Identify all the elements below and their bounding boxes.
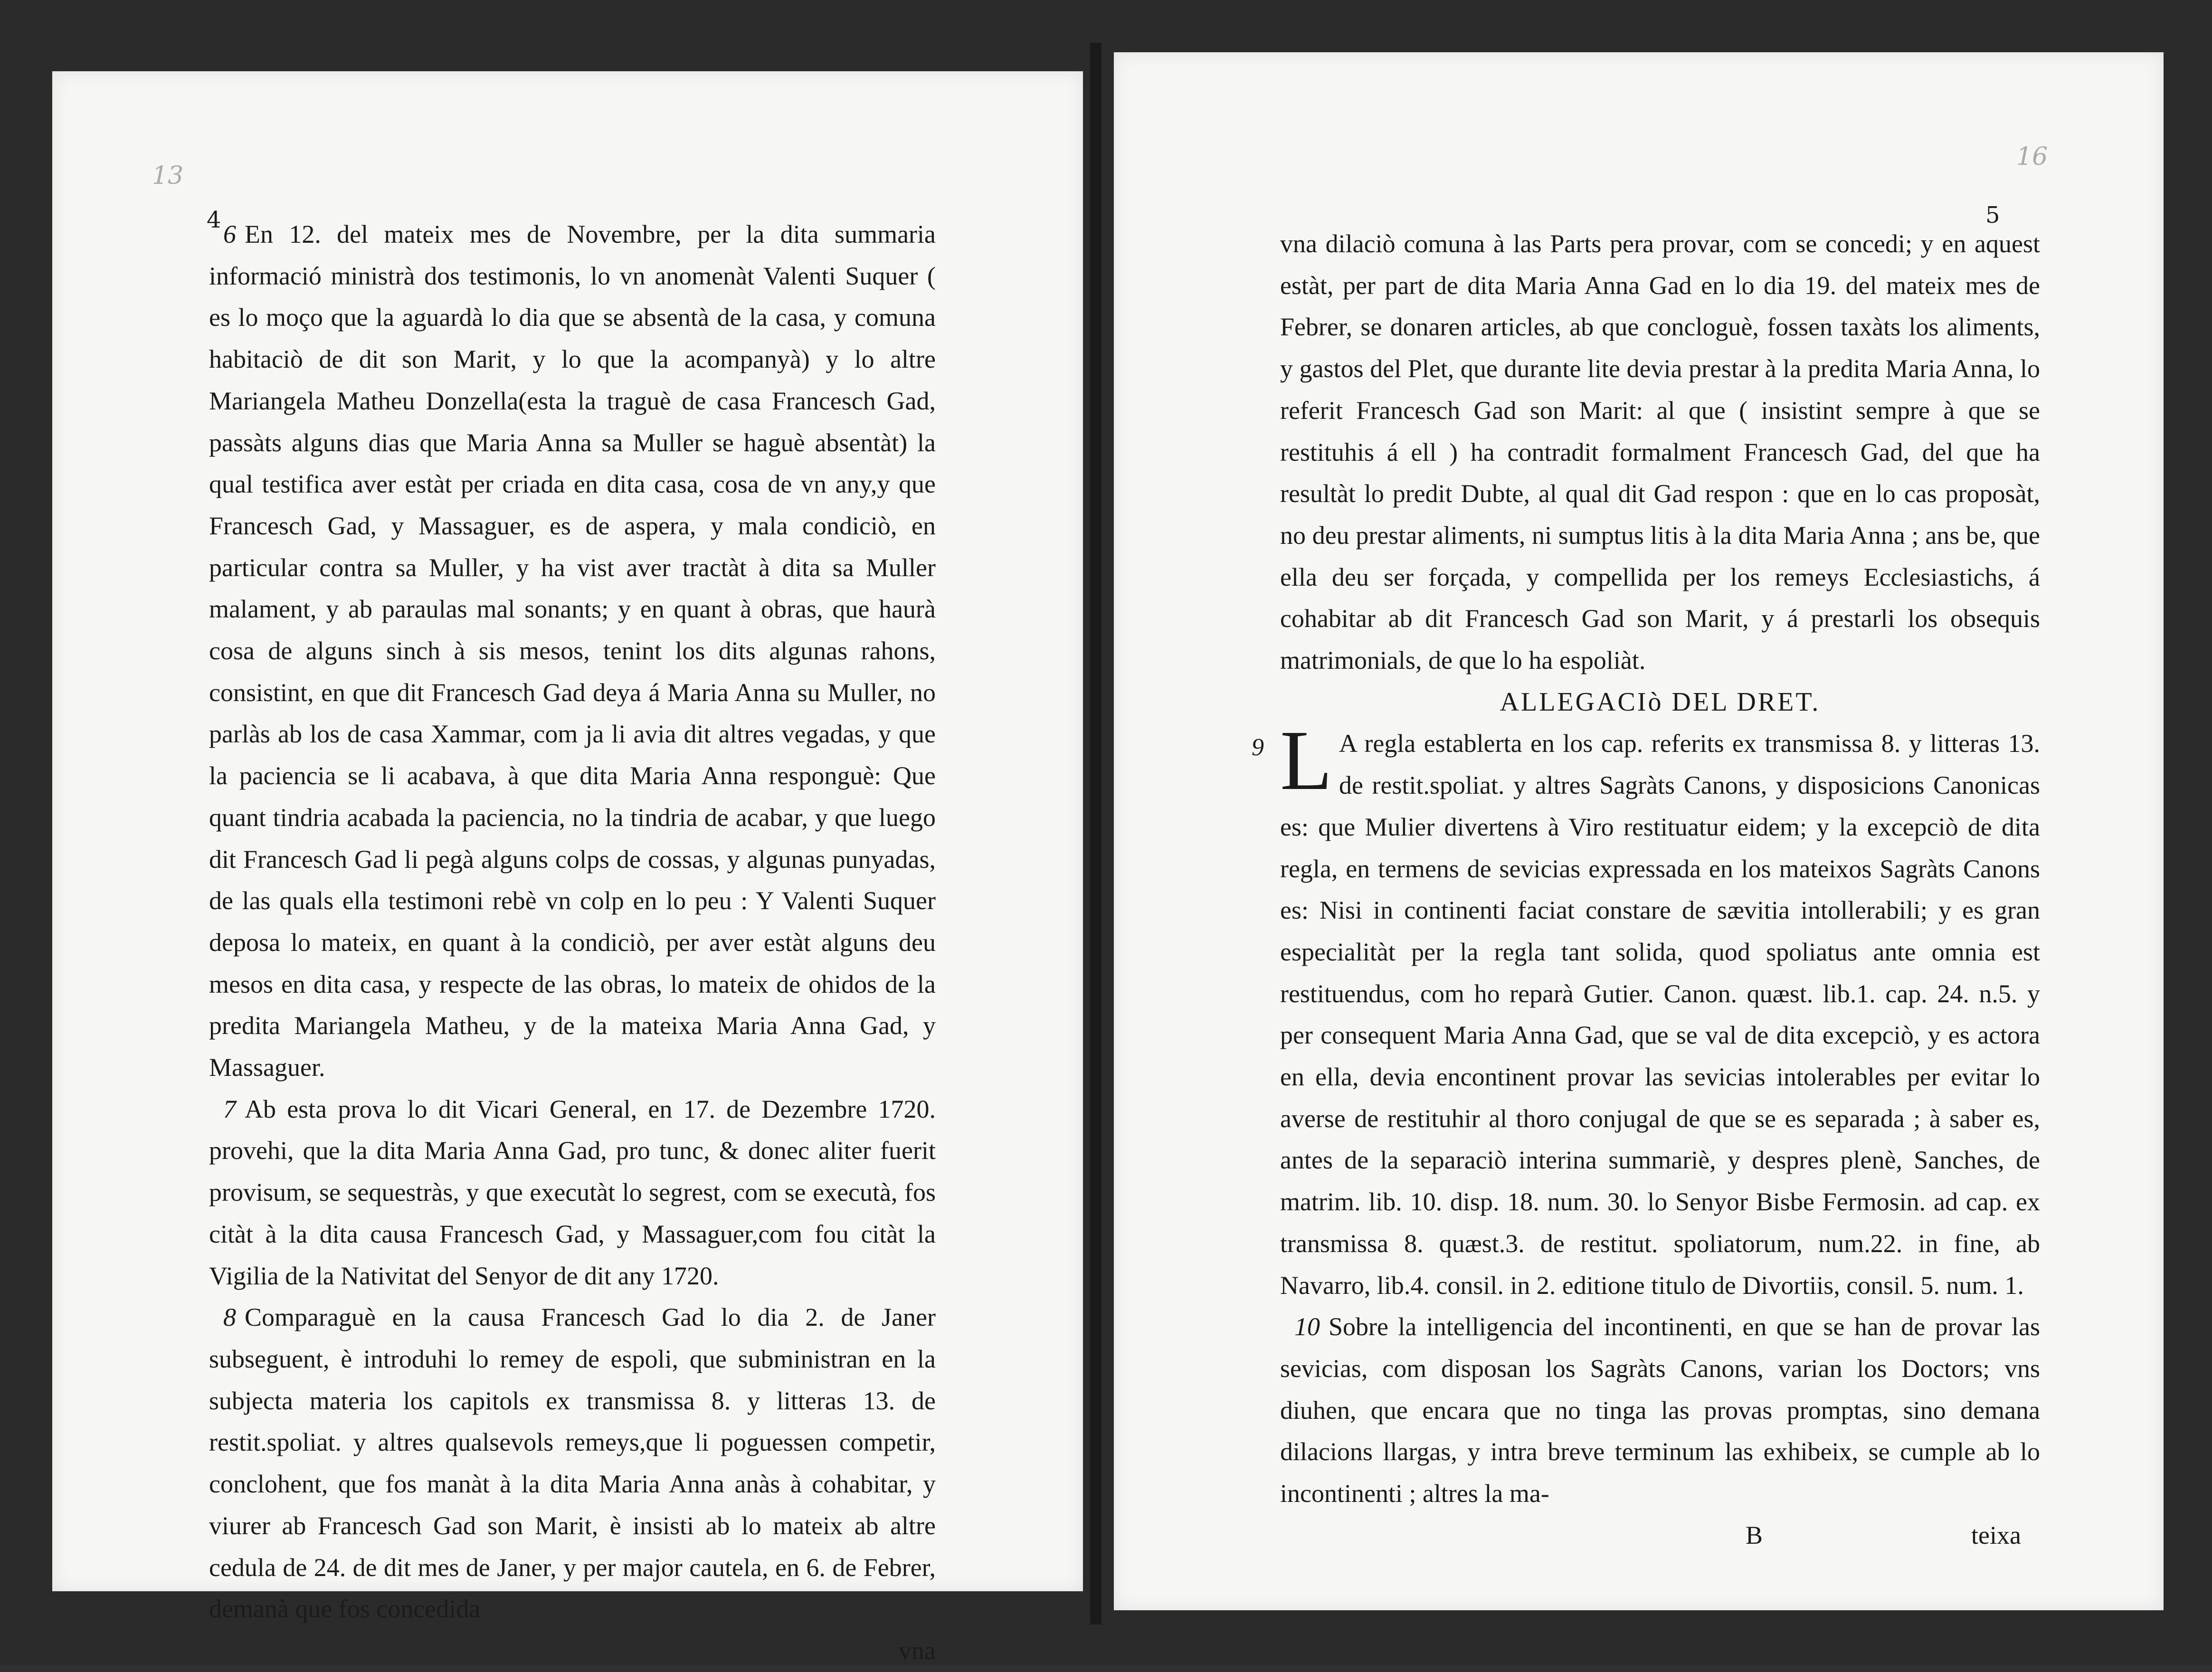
signature-row: [1280, 1515, 2040, 1557]
right-text-block: [1252, 223, 2040, 1557]
paragraph-number: 6: [223, 220, 236, 248]
paragraph-number: 9: [1252, 734, 1264, 761]
right-page: [1114, 52, 2164, 1610]
left-page-number: 4: [207, 207, 221, 233]
paragraph-continuation: vna dilaciò comuna à las Parts pera provar, com se concedi; y en aquest estàt, per part de dita Maria Anna Gad en lo dia 19. del mateix mes de Febrer, se donaren articles, ab que concloguè, fossen taxàts los aliments, y gastos del Plet, que durante lite devia prestar à la predita Maria Anna, lo referit Francesch Gad son Marit: al que ( insistint sempre à que se restituhis á ell ) ha contradit formalment Francesch Gad, del que ha resultàt lo predit Dubte, al qual dit Gad respon : que en lo cas proposàt, no deu prestar aliments, ni sumptus litis à la dita Maria Anna ; ans be, que ella deu ser forçada, y compellida per los remeys Ecclesiastichs, á cohabitar ab dit Francesch Gad son Marit, y á prestarli los obsequis matrimonials, de que lo ha espoliàt.: [1280, 229, 2040, 675]
paragraph-6: [209, 214, 936, 1089]
paragraph-7: [209, 1089, 936, 1297]
paragraph-number: 8: [223, 1303, 236, 1332]
section-heading: ALLEGACIò DEL DRET.: [1500, 687, 1821, 717]
paragraph-number: 7: [223, 1094, 236, 1123]
left-page: [52, 71, 1083, 1665]
paragraph-9: [1252, 713, 2040, 1306]
left-margin-note: 13: [152, 162, 184, 190]
right-catchword: teixa: [1971, 1520, 2021, 1549]
paragraph-text: Sobre la intelligencia del incontinenti, en que se han de provar las sevicias, com disposan los Sagràts Canons, varian los Doctors; vns diuhen, que encara que no tinga las provas promptas, sino demana dilacions llargas, y intra breve terminum las exhibeix, se cumple ab lo incontinenti ; altres la ma-: [1280, 1312, 2040, 1508]
drop-cap: L: [1280, 713, 1332, 808]
left-text-block: [209, 214, 936, 1672]
left-catchword: vna: [899, 1636, 936, 1665]
book-gutter: [1090, 43, 1101, 1624]
paragraph-text: Comparaguè en la causa Francesch Gad lo dia 2. de Janer subseguent, è introduhi lo remey de espoli, que subministran en la subjecta materia los capitols ex transmissa 8. y litteras 13. de restit.spoliat. y altres qualsevols remeys,que li poguessen competir, conclohent, que fos manàt à la dita Maria Anna anàs à cohabitar, y viurer ab Francesch Gad son Marit, è insisti ab lo mateix ab altre cedula de 24. de dit mes de Janer, y per major cautela, en 6. de Febrer, demanà que fos concedida: [209, 1303, 936, 1624]
paragraph-text: Ab esta prova lo dit Vicari General, en 17. de Dezembre 1720. provehi, que la dita Maria Anna Gad, pro tunc, & donec aliter fuerit provisum, se sequestràs, y que executàt lo segrest, com se executà, fos citàt à la dita causa Francesch Gad, y Massaguer,com fou citàt la Vigilia de la Nativitat del Senyor de dit any 1720.: [209, 1094, 936, 1290]
paragraph-text: A regla establerta en los cap. referits ex transmissa 8. y litteras 13. de restit.spoliat. y altres Sagràts Canons, y disposicions Canonicas es: que Mulier divertens à Viro restituatur eidem; y la excepciò de dita regla, en termens de sevicias expressada en los mateixos Sagràts Canons es: Nisi in continenti faciat constare de sævitia intollerabili; y es gran especialitàt per la regla tant solida, quod spoliatus ante omnia est restituendus, com ho reparà Gutier. Canon. quæst. lib.1. cap. 24. n.5. y per consequent Maria Anna Gad, que se val de dita excepciò, y es actora en ella, devia encontinent provar las sevicias intolerables per evitar lo averse de restituhir al thoro conjugal de que se es separada ; à saber es, antes de la separaciò interina summariè, y despres plenè, Sanches, de matrim. lib. 10. disp. 18. num. 30. lo Senyor Bisbe Fermosin. ad cap. ex transmissa 8. quæst.3. de restitut. spoliatorum, num.22. in fine, ab Navarro, lib.4. consil. in 2. editione titulo de Divortiis, consil. 5. num. 1.: [1280, 729, 2040, 1300]
paragraph-number: 10: [1294, 1312, 1320, 1341]
signature-mark: B: [1746, 1520, 1763, 1549]
paragraph-text: En 12. del mateix mes de Novembre, per la dita summaria informació ministrà dos testimonis, lo vn anomenàt Valenti Suquer ( es lo moço que la aguardà lo dia que se absentà de la casa, y comuna habitaciò de dit son Marit, y lo que la acompanyà) y lo altre Mariangela Matheu Donzella(esta la traguè de casa Francesch Gad, passàts alguns dias que Maria Anna sa Muller se haguè absentàt) la qual testifica aver estàt per criada en dita casa, cosa de vn any,y que Francesch Gad, y Massaguer, es de aspera, y mala condiciò, en particular contra sa Muller, y ha vist aver tractàt à dita sa Muller malament, y ab paraulas mal sonants; y en quant à obras, que haurà cosa de alguns sinch à sis mesos, tenint los dits algunas rahons, consistint, en que dit Francesch Gad deya á Maria Anna su Muller, no parlàs ab los de casa Xammar, com ja li avia dit altres vegadas, y que la paciencia se li acabava, à que dita Maria Anna responguè: Que quant tindria acabada la paciencia, no la tindria de acabar, y que luego dit Francesch Gad li pegà alguns colps de cossas, y algunas punyadas, de las quals ella testimoni rebè vn colp en lo peu : Y Valenti Suquer deposa lo mateix, en quant à la condiciò, per aver estàt alguns deu mesos en dita casa, y respecte de las obras, lo mateix de ohidos de la predita Mariangela Matheu, y de la mateixa Maria Anna Gad, y Massaguer.: [209, 220, 936, 1082]
paragraph-10: [1280, 1306, 2040, 1515]
right-page-number: 5: [1985, 202, 2000, 228]
right-margin-note: 16: [2016, 142, 2048, 171]
paragraph-8: [209, 1297, 936, 1630]
